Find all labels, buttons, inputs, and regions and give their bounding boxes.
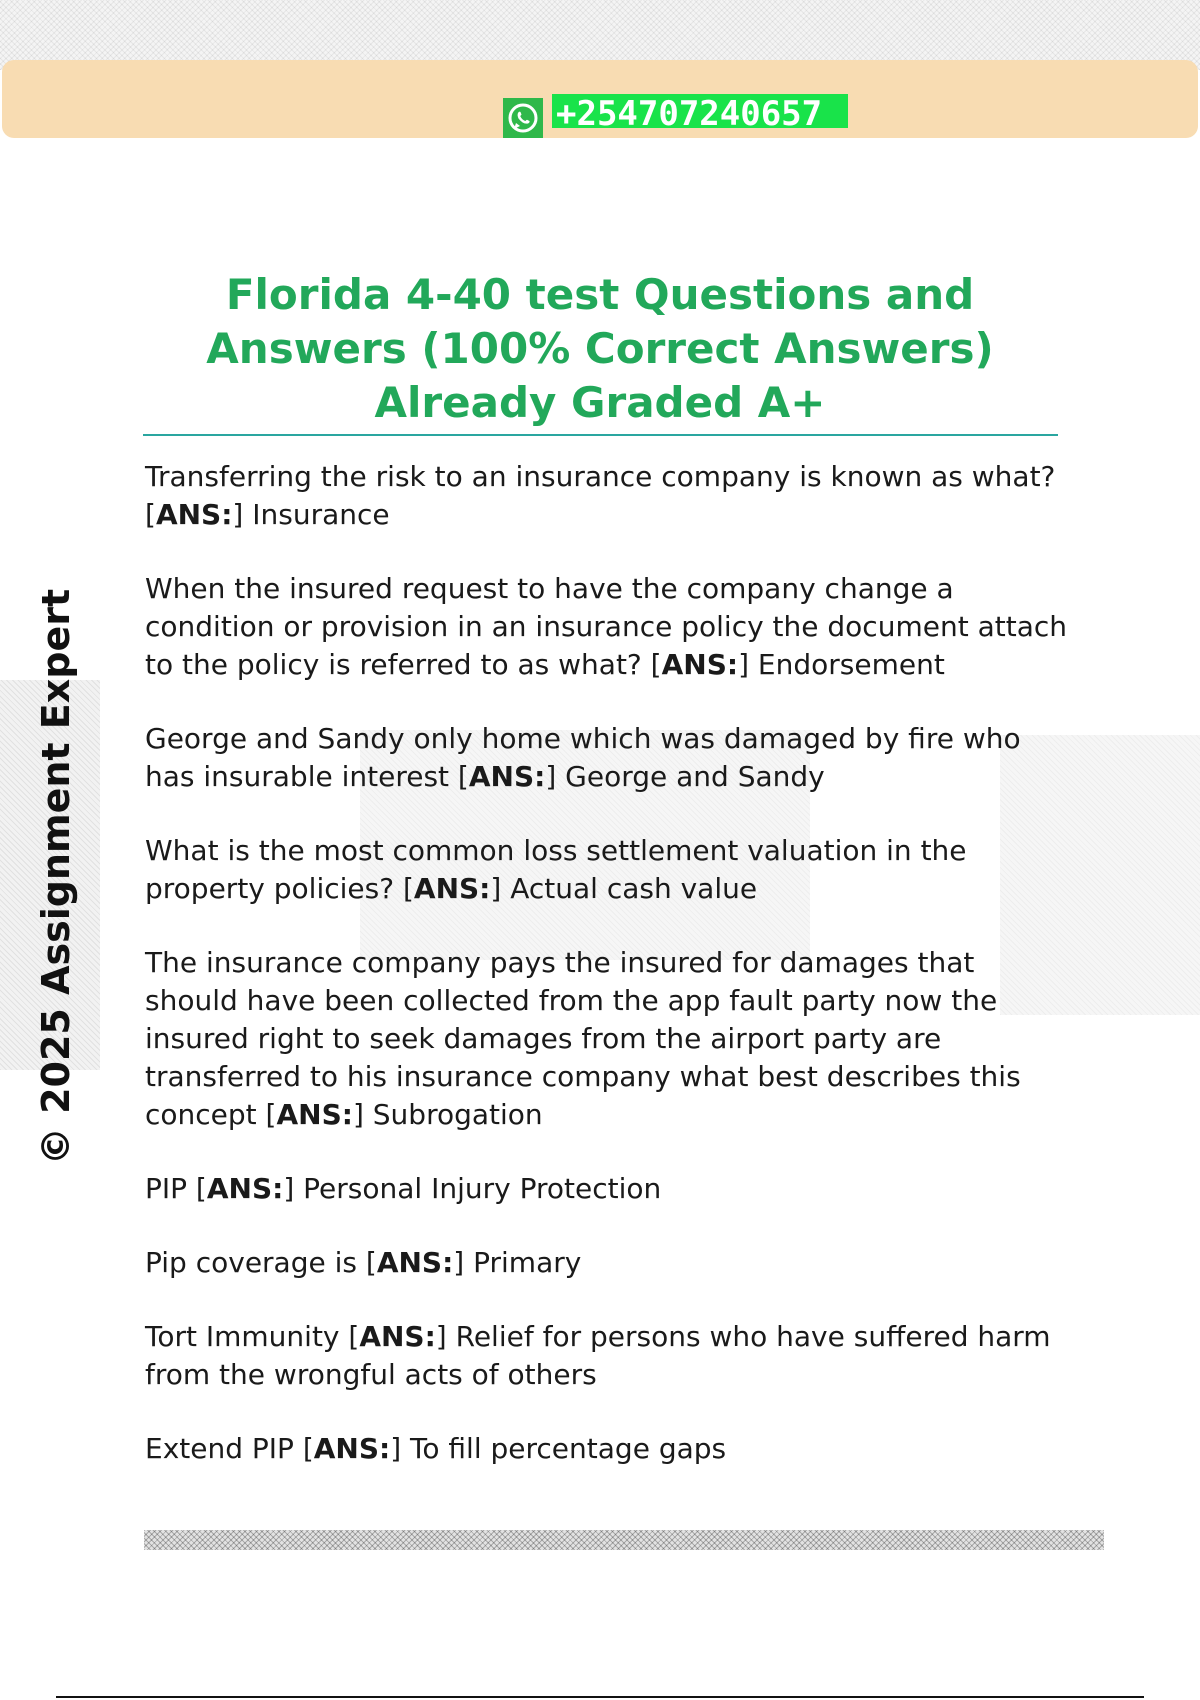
- ans-label: ANS:: [468, 760, 546, 793]
- qa-item: PIP [ANS:] Personal Injury Protection: [145, 1172, 662, 1205]
- qa-item: The insurance company pays the insured for damages that should have been collected from the app fault party now the insured right to seek damages from the airport party are transferred to his insurance company what best describes this concept [ANS:] Subrogation: [145, 946, 1021, 1131]
- answer-text: Personal Injury Protection: [303, 1172, 662, 1205]
- answer-text: To fill percentage gaps: [410, 1432, 727, 1465]
- question-text: The insurance company pays the insured for damages that should have been collected from the app fault party now the insured right to seek damages from the airport party are transferred to his insurance company what best describes this concept: [145, 946, 1021, 1131]
- ans-label: ANS:: [155, 498, 233, 531]
- question-text: What is the most common loss settlement valuation in the property policies?: [145, 834, 967, 905]
- qa-item: When the insured request to have the company change a condition or provision in an insurance policy the document attach to the policy is referred to as what? [ANS:] Endorsement: [145, 572, 1067, 681]
- answer-text: Insurance: [252, 498, 390, 531]
- copyright-watermark: © 2025 Assignment Expert: [34, 588, 78, 1166]
- whatsapp-icon: [503, 98, 543, 138]
- phone-number: +254707240657: [552, 94, 848, 128]
- qa-item: Tort Immunity [ANS:] Relief for persons who have suffered harm from the wrongful acts of others: [145, 1320, 1051, 1391]
- ans-label: ANS:: [413, 872, 491, 905]
- answer-text: Endorsement: [757, 648, 945, 681]
- bottom-pattern-strip: [144, 1530, 1104, 1550]
- question-text: PIP: [145, 1172, 188, 1205]
- qa-item: George and Sandy only home which was damaged by fire who has insurable interest [ANS:] George and Sandy: [145, 722, 1021, 793]
- answer-text: George and Sandy: [565, 760, 825, 793]
- answer-text: Actual cash value: [510, 872, 758, 905]
- ans-label: ANS:: [313, 1432, 391, 1465]
- answer-text: Primary: [473, 1246, 582, 1279]
- answer-text: Subrogation: [372, 1098, 543, 1131]
- ans-label: ANS:: [206, 1172, 284, 1205]
- question-text: Tort Immunity: [145, 1320, 340, 1353]
- ans-label: ANS:: [276, 1098, 353, 1131]
- document-title: Florida 4-40 test Questions and Answers (100% Correct Answers) Already Graded A+: [206, 270, 994, 427]
- question-text: Pip coverage is: [145, 1246, 357, 1279]
- qa-item: Pip coverage is [ANS:] Primary: [145, 1246, 582, 1279]
- qa-list: [145, 458, 1075, 1504]
- page-bottom-rule: [56, 1696, 1144, 1698]
- question-text: Transferring the risk to an insurance company is known as what?: [145, 460, 1056, 493]
- ans-label: ANS:: [376, 1246, 454, 1279]
- title-divider: [143, 434, 1058, 436]
- ans-label: ANS:: [359, 1320, 436, 1353]
- question-text: George and Sandy only home which was damaged by fire who has insurable interest: [145, 722, 1021, 793]
- question-text: Extend PIP: [145, 1432, 294, 1465]
- ans-label: ANS:: [661, 648, 739, 681]
- question-text: When the insured request to have the company change a condition or provision in an insurance policy the document attach to the policy is referred to as what?: [145, 572, 1067, 681]
- qa-item: Transferring the risk to an insurance company is known as what? [ANS:] Insurance: [145, 460, 1056, 531]
- qa-item: Extend PIP [ANS:] To fill percentage gaps: [145, 1432, 727, 1465]
- answer-text: Relief for persons who have suffered harm from the wrongful acts of others: [145, 1320, 1051, 1391]
- qa-item: What is the most common loss settlement valuation in the property policies? [ANS:] Actual cash value: [145, 834, 967, 905]
